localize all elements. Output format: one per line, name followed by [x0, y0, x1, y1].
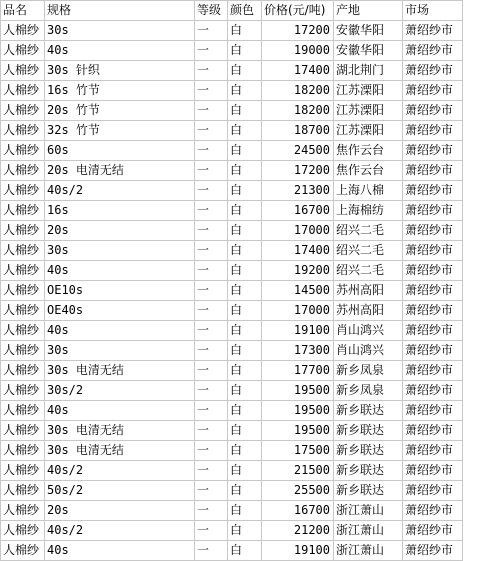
table-row — [1, 61, 463, 81]
cell-grade: 一 — [195, 161, 228, 181]
cell-price: 21500 — [262, 461, 334, 481]
cell-spec: 32s 竹节 — [45, 121, 195, 141]
cell-product: 人棉纱 — [1, 461, 45, 481]
cell-origin: 浙江萧山 — [334, 541, 403, 561]
cell-spec: 20s — [45, 501, 195, 521]
cell-market: 萧绍纱市 — [403, 521, 463, 541]
cell-grade: 一 — [195, 261, 228, 281]
cell-grade: 一 — [195, 81, 228, 101]
cell-market: 萧绍纱市 — [403, 81, 463, 101]
cell-spec: 30s 电清无结 — [45, 421, 195, 441]
cell-spec: 16s — [45, 201, 195, 221]
cell-spec: 30s 针织 — [45, 61, 195, 81]
cell-grade: 一 — [195, 41, 228, 61]
cell-grade: 一 — [195, 481, 228, 501]
cell-origin: 安徽华阳 — [334, 41, 403, 61]
cell-spec: 40s — [45, 401, 195, 421]
cell-origin: 绍兴二毛 — [334, 221, 403, 241]
cell-market: 萧绍纱市 — [403, 441, 463, 461]
cell-price: 16700 — [262, 501, 334, 521]
cell-color: 白 — [228, 481, 262, 501]
cell-price: 18200 — [262, 101, 334, 121]
table-row — [1, 221, 463, 241]
cell-color: 白 — [228, 41, 262, 61]
header-row — [1, 1, 463, 21]
header-product: 品名 — [1, 1, 45, 21]
cell-product: 人棉纱 — [1, 341, 45, 361]
table-row — [1, 101, 463, 121]
cell-price: 17000 — [262, 221, 334, 241]
cell-origin: 湖北荆门 — [334, 61, 403, 81]
table-row — [1, 81, 463, 101]
cell-grade: 一 — [195, 101, 228, 121]
cell-price: 17700 — [262, 361, 334, 381]
cell-spec: 20s — [45, 221, 195, 241]
cell-product: 人棉纱 — [1, 521, 45, 541]
cell-spec: 16s 竹节 — [45, 81, 195, 101]
cell-grade: 一 — [195, 301, 228, 321]
cell-spec: 40s — [45, 261, 195, 281]
cell-color: 白 — [228, 341, 262, 361]
cell-color: 白 — [228, 401, 262, 421]
cell-color: 白 — [228, 501, 262, 521]
cell-origin: 新乡联达 — [334, 481, 403, 501]
cell-spec: 30s — [45, 341, 195, 361]
cell-product: 人棉纱 — [1, 321, 45, 341]
cell-origin: 绍兴二毛 — [334, 261, 403, 281]
cell-spec: 40s — [45, 41, 195, 61]
table-row — [1, 201, 463, 221]
cell-price: 19500 — [262, 421, 334, 441]
cell-spec: 40s/2 — [45, 181, 195, 201]
cell-origin: 上海八棉 — [334, 181, 403, 201]
cell-product: 人棉纱 — [1, 221, 45, 241]
cell-product: 人棉纱 — [1, 481, 45, 501]
cell-grade: 一 — [195, 441, 228, 461]
cell-color: 白 — [228, 241, 262, 261]
header-price: 价格(元/吨) — [262, 1, 334, 21]
cell-price: 16700 — [262, 201, 334, 221]
table-row — [1, 441, 463, 461]
cell-price: 17200 — [262, 21, 334, 41]
cell-grade: 一 — [195, 401, 228, 421]
cell-color: 白 — [228, 521, 262, 541]
cell-color: 白 — [228, 541, 262, 561]
cell-origin: 苏州高阳 — [334, 301, 403, 321]
cell-spec: OE10s — [45, 281, 195, 301]
cell-product: 人棉纱 — [1, 281, 45, 301]
cell-product: 人棉纱 — [1, 261, 45, 281]
cell-market: 萧绍纱市 — [403, 241, 463, 261]
cell-market: 萧绍纱市 — [403, 481, 463, 501]
table-row — [1, 521, 463, 541]
table-row — [1, 261, 463, 281]
cell-market: 萧绍纱市 — [403, 501, 463, 521]
cell-product: 人棉纱 — [1, 401, 45, 421]
cell-market: 萧绍纱市 — [403, 341, 463, 361]
cell-origin: 江苏溧阳 — [334, 81, 403, 101]
cell-price: 19500 — [262, 381, 334, 401]
table-row — [1, 421, 463, 441]
cell-origin: 肖山鸿兴 — [334, 341, 403, 361]
cell-spec: 30s — [45, 21, 195, 41]
cell-product: 人棉纱 — [1, 181, 45, 201]
table-row — [1, 281, 463, 301]
table-row — [1, 501, 463, 521]
cell-product: 人棉纱 — [1, 21, 45, 41]
cell-spec: OE40s — [45, 301, 195, 321]
cell-product: 人棉纱 — [1, 421, 45, 441]
cell-product: 人棉纱 — [1, 141, 45, 161]
cell-grade: 一 — [195, 461, 228, 481]
cell-origin: 焦作云台 — [334, 141, 403, 161]
cell-spec: 40s — [45, 321, 195, 341]
cell-market: 萧绍纱市 — [403, 201, 463, 221]
cell-market: 萧绍纱市 — [403, 41, 463, 61]
header-spec: 规格 — [45, 1, 195, 21]
cell-market: 萧绍纱市 — [403, 61, 463, 81]
table-row — [1, 241, 463, 261]
cell-market: 萧绍纱市 — [403, 261, 463, 281]
cell-price: 19000 — [262, 41, 334, 61]
cell-color: 白 — [228, 221, 262, 241]
cell-market: 萧绍纱市 — [403, 301, 463, 321]
cell-color: 白 — [228, 301, 262, 321]
cell-origin: 江苏溧阳 — [334, 101, 403, 121]
cell-origin: 上海棉纺 — [334, 201, 403, 221]
cell-origin: 新乡凤泉 — [334, 361, 403, 381]
header-color: 颜色 — [228, 1, 262, 21]
cell-market: 萧绍纱市 — [403, 381, 463, 401]
table-row — [1, 461, 463, 481]
cell-grade: 一 — [195, 381, 228, 401]
cell-price: 24500 — [262, 141, 334, 161]
header-origin: 产地 — [334, 1, 403, 21]
cell-market: 萧绍纱市 — [403, 401, 463, 421]
table-row — [1, 341, 463, 361]
table-row — [1, 321, 463, 341]
cell-origin: 浙江萧山 — [334, 501, 403, 521]
cell-market: 萧绍纱市 — [403, 101, 463, 121]
cell-origin: 绍兴二毛 — [334, 241, 403, 261]
cell-spec: 20s 电清无结 — [45, 161, 195, 181]
cell-origin: 新乡凤泉 — [334, 381, 403, 401]
header-grade: 等级 — [195, 1, 228, 21]
cell-grade: 一 — [195, 181, 228, 201]
cell-grade: 一 — [195, 201, 228, 221]
cell-price: 19100 — [262, 321, 334, 341]
cell-market: 萧绍纱市 — [403, 141, 463, 161]
cell-grade: 一 — [195, 541, 228, 561]
cell-grade: 一 — [195, 121, 228, 141]
cell-grade: 一 — [195, 281, 228, 301]
cell-color: 白 — [228, 181, 262, 201]
cell-spec: 40s/2 — [45, 521, 195, 541]
cell-product: 人棉纱 — [1, 81, 45, 101]
cell-spec: 30s — [45, 241, 195, 261]
cell-spec: 40s — [45, 541, 195, 561]
cell-spec: 20s 竹节 — [45, 101, 195, 121]
cell-color: 白 — [228, 61, 262, 81]
cell-origin: 新乡联达 — [334, 401, 403, 421]
cell-origin: 新乡联达 — [334, 421, 403, 441]
table-row — [1, 481, 463, 501]
cell-product: 人棉纱 — [1, 501, 45, 521]
cell-grade: 一 — [195, 341, 228, 361]
table-row — [1, 161, 463, 181]
cell-origin: 江苏溧阳 — [334, 121, 403, 141]
cell-spec: 30s 电清无结 — [45, 441, 195, 461]
cell-grade: 一 — [195, 141, 228, 161]
table-row — [1, 361, 463, 381]
cell-price: 18200 — [262, 81, 334, 101]
cell-origin: 浙江萧山 — [334, 521, 403, 541]
cell-price: 21300 — [262, 181, 334, 201]
table-row — [1, 41, 463, 61]
cell-market: 萧绍纱市 — [403, 421, 463, 441]
cell-color: 白 — [228, 321, 262, 341]
cell-color: 白 — [228, 81, 262, 101]
cell-grade: 一 — [195, 501, 228, 521]
cell-spec: 50s/2 — [45, 481, 195, 501]
cell-grade: 一 — [195, 21, 228, 41]
cell-grade: 一 — [195, 321, 228, 341]
cell-origin: 肖山鸿兴 — [334, 321, 403, 341]
cell-price: 21200 — [262, 521, 334, 541]
cell-spec: 60s — [45, 141, 195, 161]
table-row — [1, 141, 463, 161]
cell-spec: 40s/2 — [45, 461, 195, 481]
cell-price: 17000 — [262, 301, 334, 321]
cell-price: 17400 — [262, 241, 334, 261]
table-row — [1, 541, 463, 561]
cell-market: 萧绍纱市 — [403, 121, 463, 141]
cell-origin: 焦作云台 — [334, 161, 403, 181]
cell-price: 17400 — [262, 61, 334, 81]
table-row — [1, 301, 463, 321]
cell-spec: 30s 电清无结 — [45, 361, 195, 381]
cell-price: 17200 — [262, 161, 334, 181]
cell-market: 萧绍纱市 — [403, 161, 463, 181]
cell-color: 白 — [228, 281, 262, 301]
cell-market: 萧绍纱市 — [403, 281, 463, 301]
table-row — [1, 381, 463, 401]
cell-price: 25500 — [262, 481, 334, 501]
cell-color: 白 — [228, 141, 262, 161]
cell-color: 白 — [228, 201, 262, 221]
cell-market: 萧绍纱市 — [403, 221, 463, 241]
cell-market: 萧绍纱市 — [403, 541, 463, 561]
cell-grade: 一 — [195, 221, 228, 241]
cell-grade: 一 — [195, 61, 228, 81]
cell-origin: 苏州高阳 — [334, 281, 403, 301]
table-row — [1, 21, 463, 41]
price-table-body — [1, 1, 463, 561]
cell-color: 白 — [228, 21, 262, 41]
cell-product: 人棉纱 — [1, 441, 45, 461]
cell-spec: 30s/2 — [45, 381, 195, 401]
table-row — [1, 121, 463, 141]
cell-price: 19200 — [262, 261, 334, 281]
cell-price: 19100 — [262, 541, 334, 561]
cell-color: 白 — [228, 121, 262, 141]
cell-color: 白 — [228, 161, 262, 181]
cell-product: 人棉纱 — [1, 61, 45, 81]
cell-product: 人棉纱 — [1, 41, 45, 61]
cell-product: 人棉纱 — [1, 121, 45, 141]
cell-origin: 安徽华阳 — [334, 21, 403, 41]
cell-color: 白 — [228, 261, 262, 281]
cell-product: 人棉纱 — [1, 301, 45, 321]
cell-color: 白 — [228, 461, 262, 481]
cell-color: 白 — [228, 421, 262, 441]
cell-product: 人棉纱 — [1, 101, 45, 121]
table-row — [1, 401, 463, 421]
cell-color: 白 — [228, 441, 262, 461]
cell-market: 萧绍纱市 — [403, 321, 463, 341]
cell-grade: 一 — [195, 521, 228, 541]
cell-grade: 一 — [195, 241, 228, 261]
cell-price: 18700 — [262, 121, 334, 141]
cell-product: 人棉纱 — [1, 541, 45, 561]
cell-product: 人棉纱 — [1, 201, 45, 221]
cell-price: 19500 — [262, 401, 334, 421]
cell-origin: 新乡联达 — [334, 461, 403, 481]
header-market: 市场 — [403, 1, 463, 21]
cell-color: 白 — [228, 101, 262, 121]
cell-price: 17300 — [262, 341, 334, 361]
cell-color: 白 — [228, 381, 262, 401]
cell-market: 萧绍纱市 — [403, 181, 463, 201]
cell-grade: 一 — [195, 421, 228, 441]
cell-product: 人棉纱 — [1, 361, 45, 381]
cell-market: 萧绍纱市 — [403, 21, 463, 41]
cell-price: 17500 — [262, 441, 334, 461]
cell-product: 人棉纱 — [1, 381, 45, 401]
cell-product: 人棉纱 — [1, 241, 45, 261]
cell-origin: 新乡联达 — [334, 441, 403, 461]
cell-color: 白 — [228, 361, 262, 381]
cell-market: 萧绍纱市 — [403, 461, 463, 481]
cell-grade: 一 — [195, 361, 228, 381]
cell-price: 14500 — [262, 281, 334, 301]
table-row — [1, 181, 463, 201]
cell-product: 人棉纱 — [1, 161, 45, 181]
cell-market: 萧绍纱市 — [403, 361, 463, 381]
